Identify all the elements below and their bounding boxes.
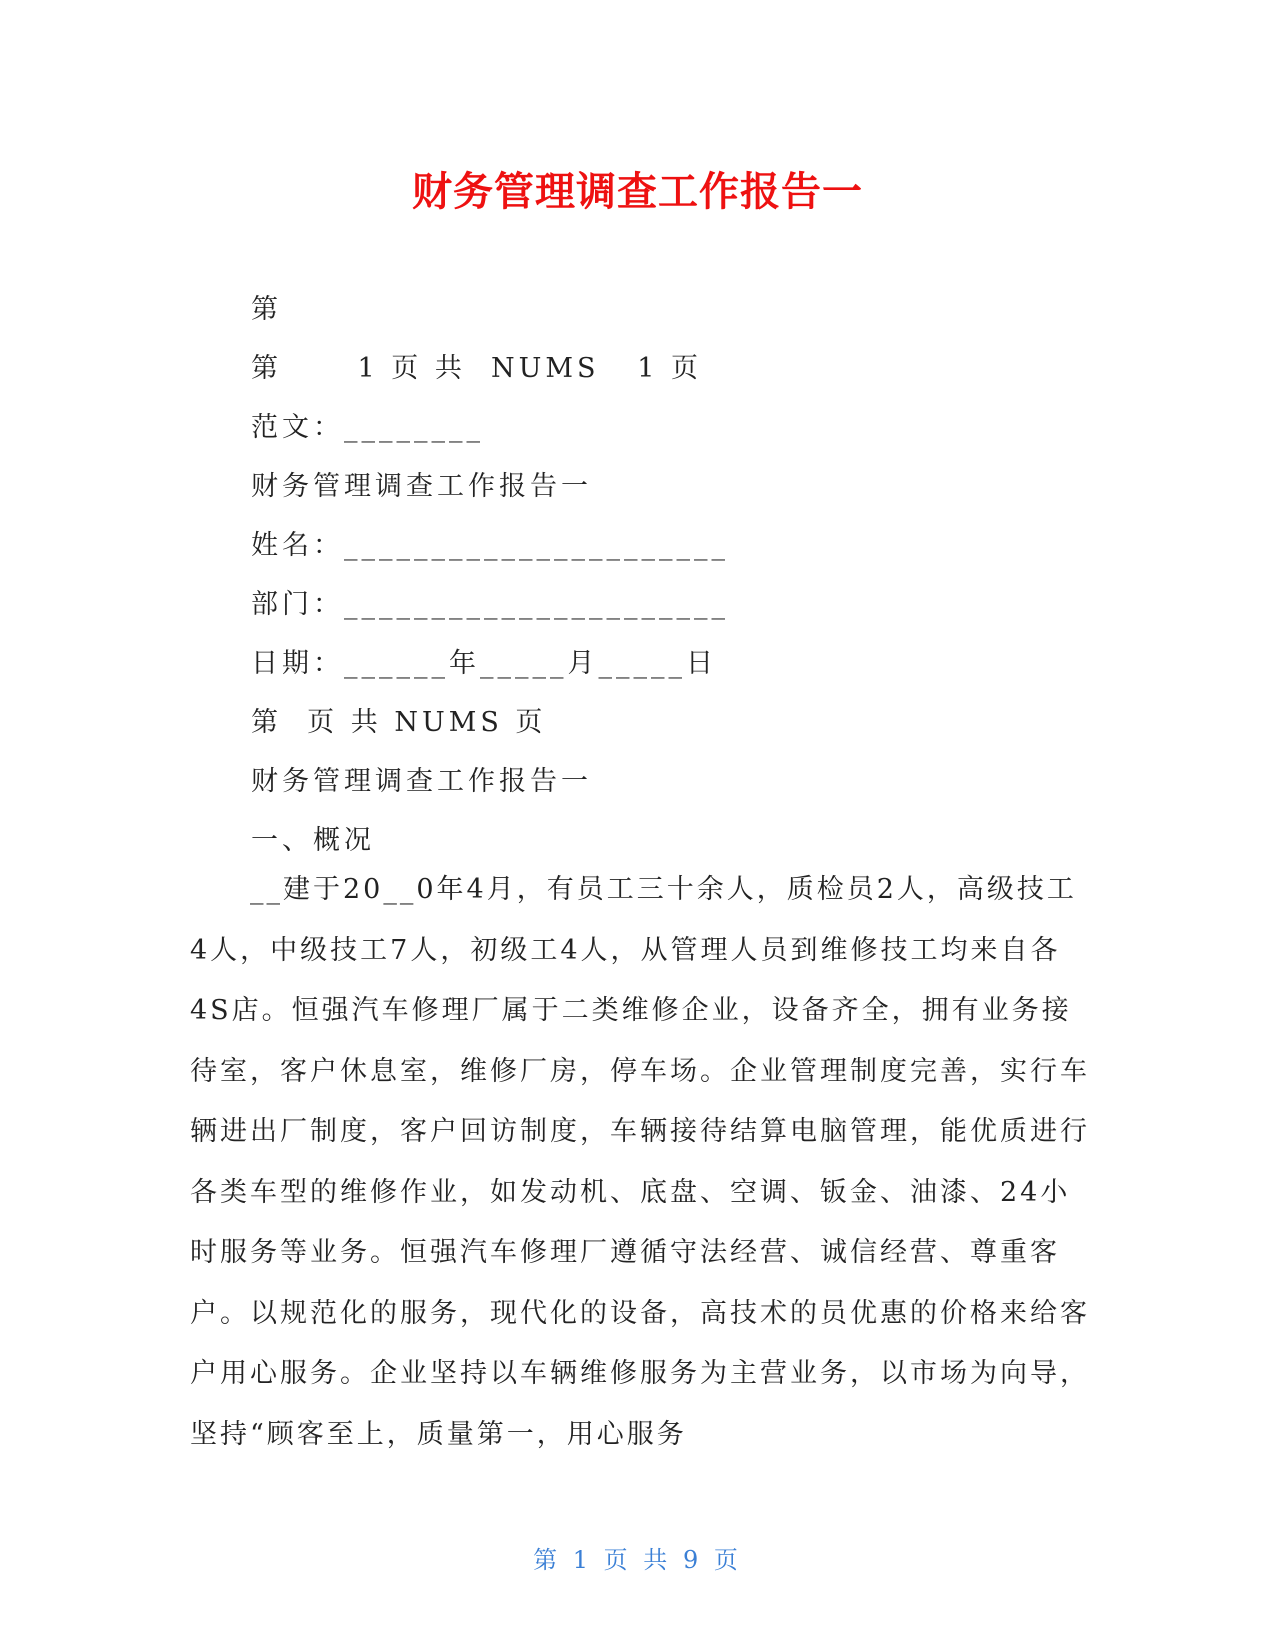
date-field: 日期：______年_____月_____日 [251,648,717,679]
body-paragraph: __建于20__0年4月，有员工三十余人，质检员2人，高级技工4人，中级技工7人，初级工4人，从管理人员到维修技工均来自各4S店。恒强汽车修理厂属于二类维修企业，设备齐全，拥有业务接待室，客户休息室，维修厂房，停车场。企业管理制度完善，实行车辆进出厂制度，客户回访制度，车辆接待结算电脑管理，能优质进行各类车型的维修作业，如发动机、底盘、空调、钣金、油漆、24小时服务等业务。恒强汽车修理厂遵循守法经营、诚信经营、尊重客户。以规范化的服务，现代化的设备，高技术的员优惠的价格来给客户用心服务。企业坚持以车辆维修服务为主营业务，以市场为向导，坚持“顾客至上，质量第一，用心服务 [190,874,1090,1450]
page-count-line: 第 1 页 共 NUMS 1 页 [251,353,703,384]
report-heading: 财务管理调查工作报告一 [251,766,592,797]
document-title: 财务管理调查工作报告一 [412,169,863,215]
name-field: 姓名：______________________ [251,530,729,561]
body-text [190,860,1090,1465]
page-count-placeholder: 第 页 共 NUMS 页 [251,707,547,738]
page-footer: 第 1 页 共 9 页 [533,1546,742,1574]
section-heading: 一、概况 [251,825,375,856]
template-label: 范文：________ [251,412,484,443]
subtitle-line: 财务管理调查工作报告一 [251,471,592,502]
header-line: 第 [251,294,282,325]
department-field: 部门：______________________ [251,589,729,620]
